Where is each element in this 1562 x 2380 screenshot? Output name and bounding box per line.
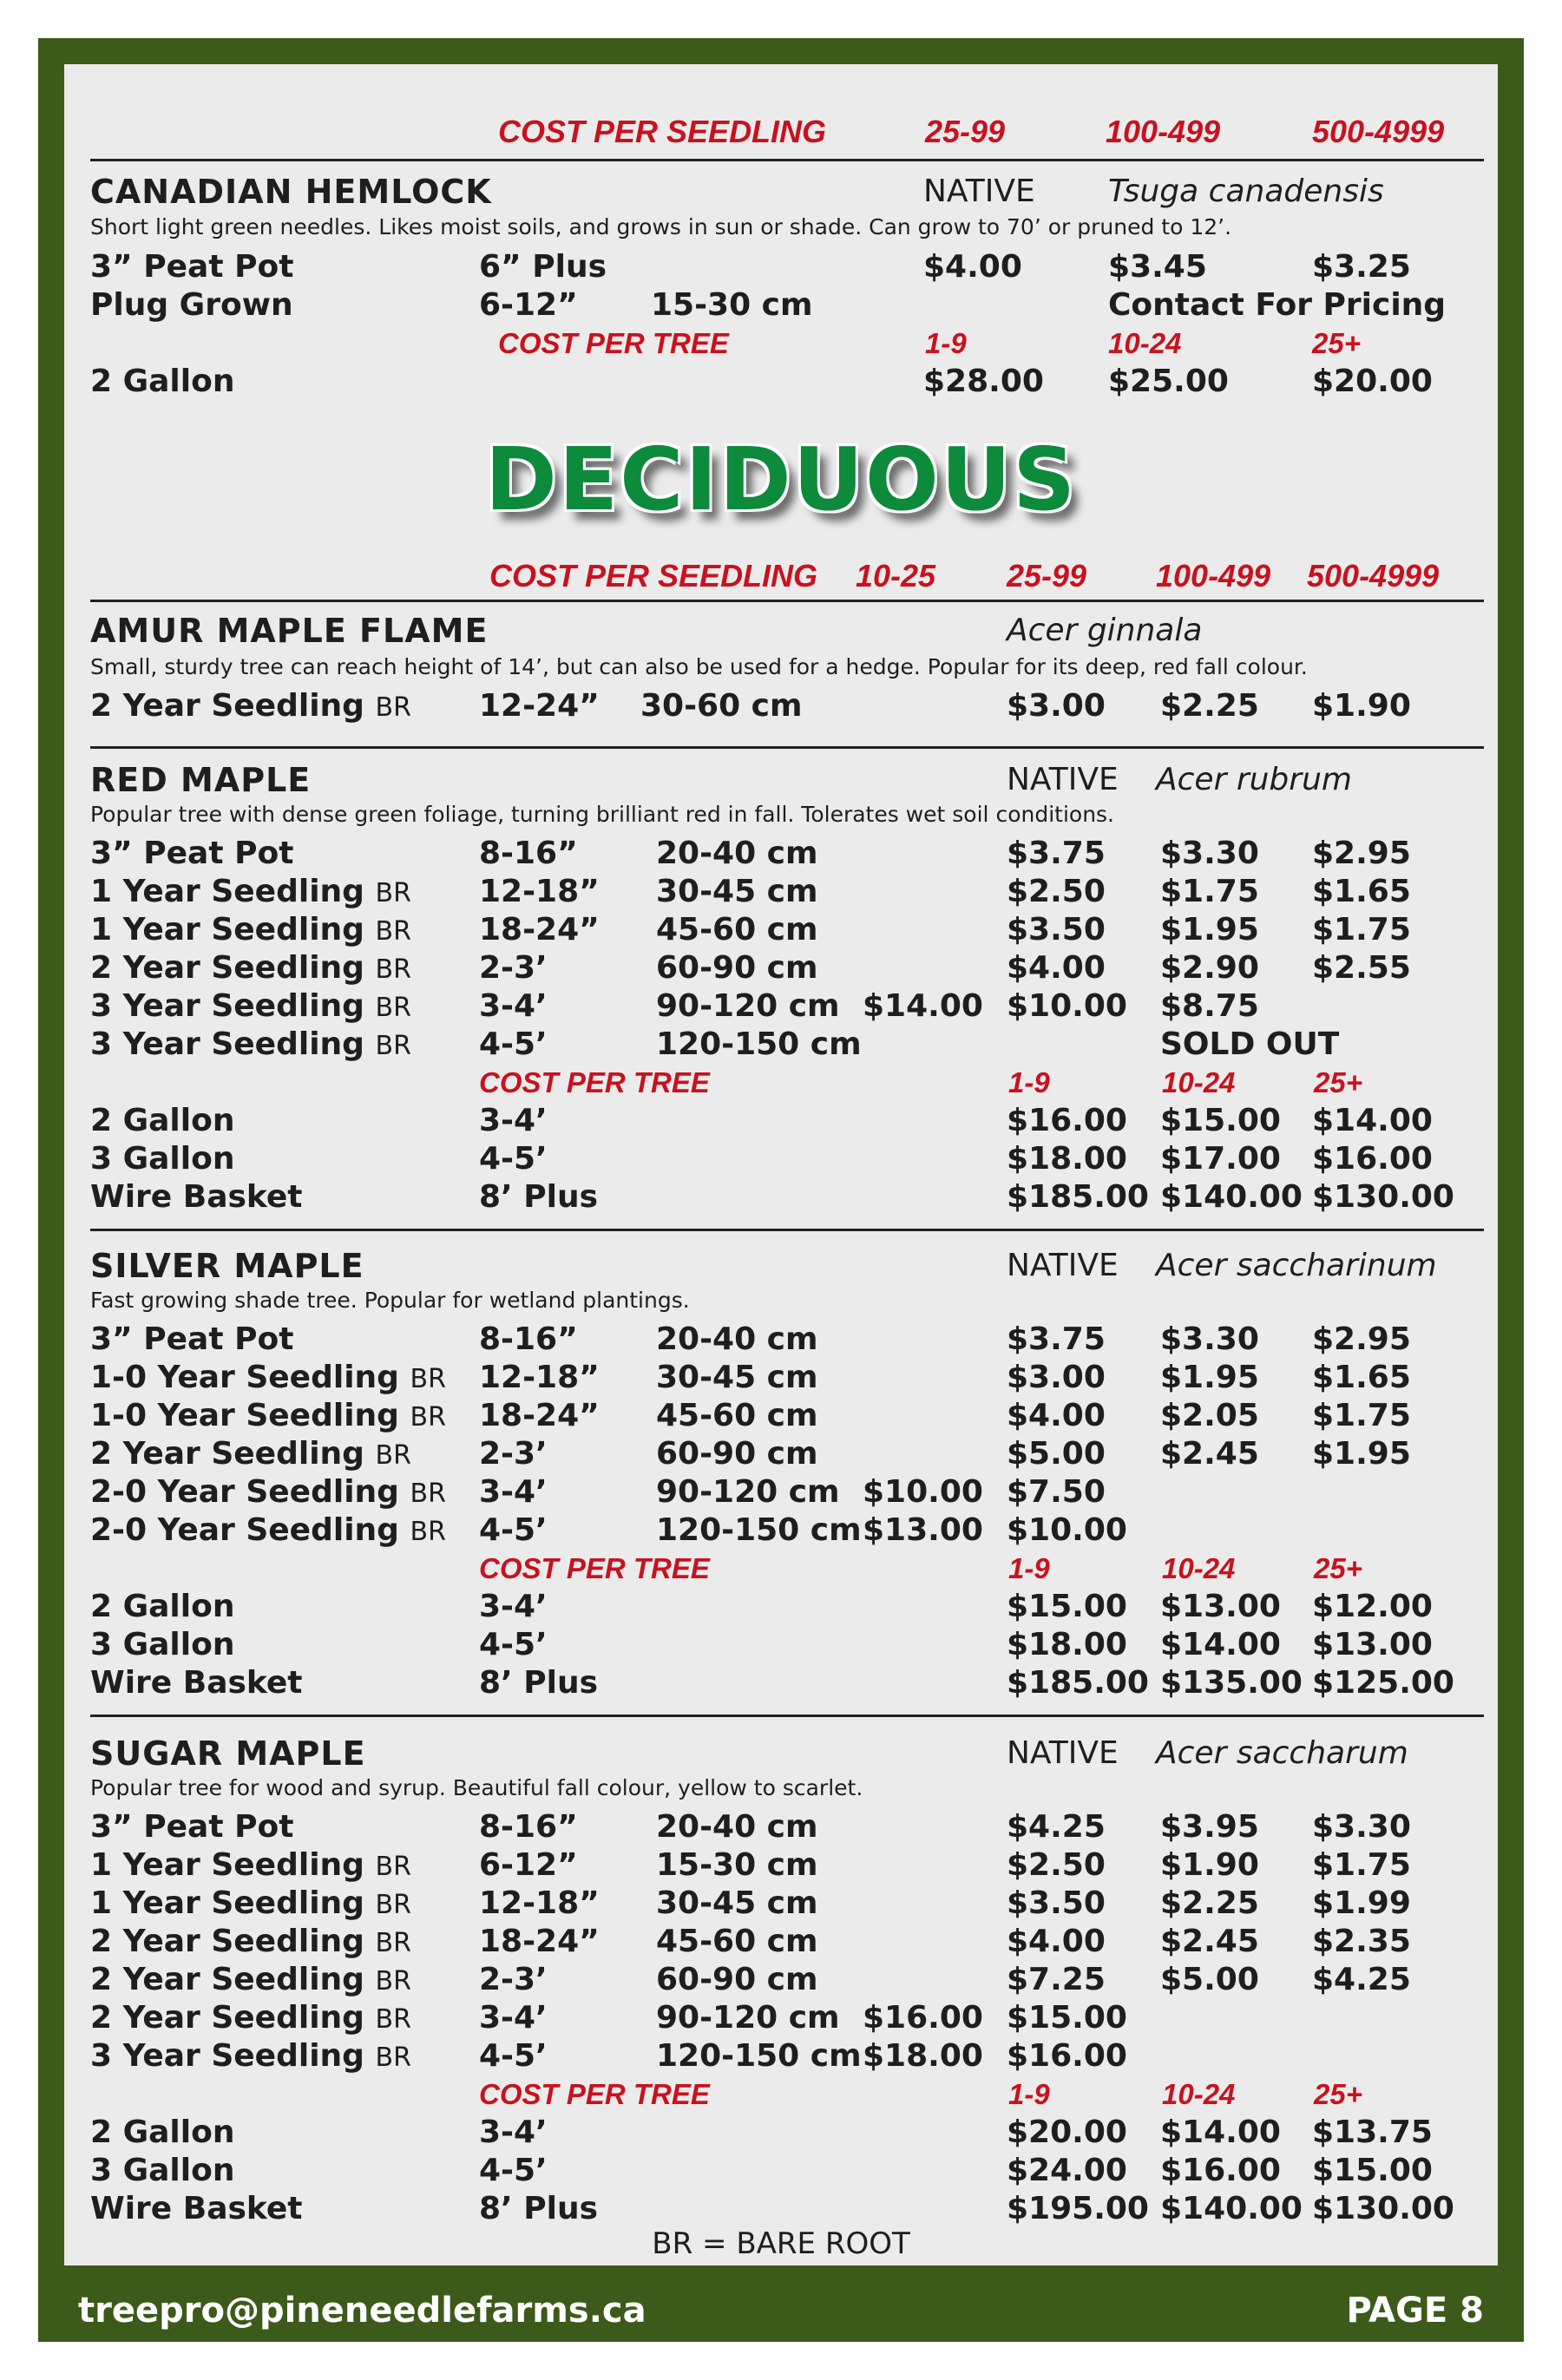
price-cell: $20.00 <box>1312 364 1433 399</box>
item-metric: 60-90 cm <box>656 1436 818 1472</box>
item-name <box>90 1885 411 1924</box>
price-row <box>64 1026 1498 1064</box>
price-cell: $15.00 <box>1160 1103 1281 1138</box>
item-metric: 15-30 cm <box>651 287 813 323</box>
price-cell: $13.75 <box>1312 2114 1433 2150</box>
latin-name: Tsuga canadensis <box>1108 174 1384 209</box>
bare-root-tag: BR <box>375 2042 411 2073</box>
price-cell: $5.00 <box>1160 1962 1259 1997</box>
price-cell: $17.00 <box>1160 1141 1281 1177</box>
price-cell: $7.50 <box>1007 1474 1106 1510</box>
item-name: 3” Peat Pot <box>90 249 294 285</box>
item-metric: 45-60 cm <box>656 912 818 947</box>
item-name <box>90 835 293 875</box>
native-label: NATIVE <box>1007 1735 1119 1771</box>
item-size: 3-4’ <box>479 1474 548 1510</box>
item-size: 2-3’ <box>479 950 548 986</box>
species-description: Fast growing shade tree. Popular for wetland plantings. <box>90 1288 690 1313</box>
price-cell: $13.00 <box>1312 1627 1433 1662</box>
price-cell: $2.45 <box>1160 1436 1259 1472</box>
price-cell: $13.00 <box>1160 1589 1281 1624</box>
item-name <box>90 1397 446 1437</box>
price-cell: $2.95 <box>1312 836 1411 871</box>
price-cell: $3.30 <box>1160 1321 1259 1357</box>
qty-range-header: 25-99 <box>1007 558 1087 593</box>
item-name: Wire Basket <box>90 2191 303 2226</box>
item-label: 1 Year Seedling <box>90 1847 364 1883</box>
item-metric: 45-60 cm <box>656 1398 818 1433</box>
price-row <box>64 949 1498 987</box>
item-label: 2 Year Seedling <box>90 1924 364 1959</box>
price-cell: $10.00 <box>1007 1512 1127 1548</box>
price-cell: SOLD OUT <box>1160 1026 1340 1062</box>
species-description: Popular tree for wood and syrup. Beautiful fall colour, yellow to scarlet. <box>90 1775 863 1800</box>
item-size: 18-24” <box>479 912 600 947</box>
price-cell: $1.95 <box>1312 1436 1411 1472</box>
item-name: 2 Gallon <box>90 364 235 399</box>
item-label: 1 Year Seedling <box>90 874 364 909</box>
price-row <box>64 248 1498 286</box>
item-label: 3” Peat Pot <box>90 1321 294 1357</box>
qty-range-header: 10-24 <box>1162 1066 1236 1098</box>
section-divider <box>90 1229 1484 1231</box>
price-row <box>64 987 1498 1026</box>
price-cell: $7.25 <box>1007 1962 1106 1997</box>
item-metric: 60-90 cm <box>656 950 818 986</box>
price-row <box>64 911 1498 949</box>
item-size: 12-18” <box>479 1360 600 1395</box>
item-size: 6-12” <box>479 1847 578 1883</box>
price-cell: $140.00 <box>1160 2191 1303 2226</box>
item-name: 2 Gallon <box>90 1103 235 1138</box>
price-cell: $20.00 <box>1007 2114 1127 2150</box>
price-cell: $10.00 <box>1007 988 1127 1024</box>
price-cell: $24.00 <box>1007 2153 1127 2188</box>
qty-range-header: 100-499 <box>1106 114 1221 149</box>
qty-range-header: 10-24 <box>1162 1552 1236 1584</box>
item-name: 3 Gallon <box>90 1627 235 1662</box>
item-metric: 90-120 cm <box>656 1474 840 1510</box>
species-description: Short light green needles. Likes moist soils, and grows in sun or shade. Can grow to 70’ or pruned to 12’. <box>90 214 1232 239</box>
item-name <box>90 987 411 1027</box>
price-cell: $3.00 <box>1007 1360 1106 1395</box>
price-cell: $2.55 <box>1312 950 1411 986</box>
qty-range-header: 500-4999 <box>1312 114 1445 149</box>
qty-range-header: 1-9 <box>1008 1066 1050 1098</box>
item-metric: 20-40 cm <box>656 836 818 871</box>
item-metric: 30-45 cm <box>656 874 818 909</box>
price-row <box>64 1359 1498 1397</box>
price-row <box>64 1626 1498 1664</box>
item-size: 4-5’ <box>479 2038 548 2074</box>
price-row <box>64 1102 1498 1140</box>
price-cell: $4.00 <box>923 249 1022 285</box>
bare-root-tag: BR <box>410 1402 446 1433</box>
item-label: 1-0 Year Seedling <box>90 1398 399 1433</box>
item-size: 8’ Plus <box>479 2191 599 2226</box>
item-size: 3-4’ <box>479 2000 548 2036</box>
qty-range-header: 1-9 <box>1008 1552 1050 1584</box>
species-description: Small, sturdy tree can reach height of 14’, but can also be used for a hedge. Popular for its deep, red fall colour. <box>90 654 1308 679</box>
item-name <box>90 1473 446 1513</box>
price-row <box>64 1923 1498 1961</box>
price-cell: $3.30 <box>1160 836 1259 871</box>
price-cell: $2.35 <box>1312 1924 1411 1959</box>
species-description: Popular tree with dense green foliage, turning brilliant red in fall. Tolerates wet soil conditions. <box>90 802 1115 827</box>
section-divider <box>90 746 1484 749</box>
price-cell: $3.75 <box>1007 836 1106 871</box>
item-size: 3-4’ <box>479 1103 548 1138</box>
item-size: 8-16” <box>479 1321 578 1357</box>
qty-range-header: 25+ <box>1314 1552 1362 1584</box>
price-row <box>64 1321 1498 1359</box>
price-cell: $2.90 <box>1160 950 1259 986</box>
item-size: 12-18” <box>479 1885 600 1921</box>
item-metric: 30-45 cm <box>656 1360 818 1395</box>
price-row <box>64 1397 1498 1435</box>
price-cell: $135.00 <box>1160 1665 1303 1701</box>
item-name: 2 Year Seedling BR <box>90 688 411 724</box>
item-size: 12-24” <box>479 688 600 724</box>
price-cell: $16.00 <box>863 2000 983 2036</box>
qty-range-header: 25+ <box>1314 1066 1362 1098</box>
bare-root-tag: BR <box>375 1440 411 1471</box>
price-cell: $1.75 <box>1160 874 1259 909</box>
price-row <box>64 1473 1498 1511</box>
price-row <box>64 2190 1498 2228</box>
cost-per-seedling-header: COST PER SEEDLING <box>498 114 827 149</box>
latin-name: Acer rubrum <box>1156 762 1352 797</box>
price-cell: $18.00 <box>1007 1627 1127 1662</box>
price-row <box>64 363 1498 401</box>
price-cell: $1.95 <box>1160 1360 1259 1395</box>
item-metric: 45-60 cm <box>656 1924 818 1959</box>
item-size: 4-5’ <box>479 1026 548 1062</box>
item-size: 4-5’ <box>479 2153 548 2188</box>
item-metric: 120-150 cm <box>656 1512 862 1548</box>
item-size: 18-24” <box>479 1398 600 1433</box>
item-size: 3-4’ <box>479 988 548 1024</box>
price-cell: $2.50 <box>1007 874 1106 909</box>
price-cell: $2.25 <box>1160 1885 1259 1921</box>
price-cell: $8.75 <box>1160 988 1259 1024</box>
item-label: 3 Year Seedling <box>90 1026 364 1062</box>
price-cell: $16.00 <box>1007 2038 1127 2074</box>
section-title: DECIDUOUS <box>484 429 1078 530</box>
price-cell: $4.00 <box>1007 950 1106 986</box>
price-cell: $13.00 <box>863 1512 983 1548</box>
item-name <box>90 1435 411 1475</box>
bare-root-tag: BR <box>410 1478 446 1509</box>
price-cell: $1.90 <box>1160 1847 1259 1883</box>
price-row <box>64 1588 1498 1626</box>
price-cell: $16.00 <box>1007 1103 1127 1138</box>
item-label: 2 Year Seedling <box>90 2000 364 2036</box>
price-cell: $185.00 <box>1007 1179 1149 1215</box>
price-cell: $1.75 <box>1312 1847 1411 1883</box>
item-size: 6-12” <box>479 287 578 323</box>
item-size: 6” Plus <box>479 249 607 285</box>
price-cell: $185.00 <box>1007 1665 1149 1701</box>
price-cell: $14.00 <box>1160 2114 1281 2150</box>
item-name <box>90 2037 411 2077</box>
item-label: 2-0 Year Seedling <box>90 1474 399 1510</box>
item-label: 1-0 Year Seedling <box>90 1360 399 1395</box>
price-cell: $4.00 <box>1007 1398 1106 1433</box>
item-size: 2-3’ <box>479 1962 548 1997</box>
cost-per-tree-header: COST PER TREE <box>498 327 729 359</box>
item-size: 12-18” <box>479 874 600 909</box>
item-metric: 20-40 cm <box>656 1809 818 1845</box>
species-title: AMUR MAPLE FLAME <box>90 612 489 650</box>
price-cell: $16.00 <box>1160 2153 1281 2188</box>
price-cell: $4.25 <box>1312 1962 1411 1997</box>
item-metric: 30-45 cm <box>656 1885 818 1921</box>
price-row <box>64 1511 1498 1550</box>
price-cell: $14.00 <box>1312 1103 1433 1138</box>
price-cell: $2.25 <box>1160 688 1259 724</box>
item-size: 8-16” <box>479 1809 578 1845</box>
cost-per-tree-header: COST PER TREE <box>479 2078 710 2110</box>
price-cell: $15.00 <box>1007 1589 1127 1624</box>
qty-range-header: 1-9 <box>925 327 967 359</box>
native-label: NATIVE <box>1007 762 1119 797</box>
item-name <box>90 911 411 951</box>
item-size: 4-5’ <box>479 1512 548 1548</box>
price-cell: $3.95 <box>1160 1809 1259 1845</box>
price-cell: $14.00 <box>863 988 983 1024</box>
price-cell: $1.99 <box>1312 1885 1411 1921</box>
price-row <box>64 1435 1498 1473</box>
price-cell: $3.25 <box>1312 249 1411 285</box>
price-row <box>64 2152 1498 2190</box>
qty-range-header: 10-25 <box>856 558 936 593</box>
item-name <box>90 1359 446 1399</box>
price-row <box>64 1961 1498 1999</box>
item-label: 3” Peat Pot <box>90 836 294 871</box>
price-row <box>64 286 1498 325</box>
item-size: 8’ Plus <box>479 1179 599 1215</box>
latin-name: Acer ginnala <box>1007 613 1203 648</box>
price-cell: $1.65 <box>1312 874 1411 909</box>
price-cell: $15.00 <box>1007 2000 1127 2036</box>
price-cell: $5.00 <box>1007 1436 1106 1472</box>
price-cell: $125.00 <box>1312 1665 1454 1701</box>
price-cell: $4.25 <box>1007 1809 1106 1845</box>
item-name <box>90 1026 411 1065</box>
price-cell: $28.00 <box>923 364 1044 399</box>
item-name <box>90 949 411 989</box>
item-label: 2 Year Seedling <box>90 950 364 986</box>
bare-root-tag: BR <box>375 1928 411 1958</box>
price-row <box>64 687 1498 725</box>
bare-root-tag: BR <box>410 1517 446 1547</box>
item-metric: 90-120 cm <box>656 2000 840 2036</box>
item-name: Wire Basket <box>90 1665 303 1701</box>
bare-root-tag: BR <box>375 993 411 1023</box>
price-cell: $3.30 <box>1312 1809 1411 1845</box>
bare-root-tag: BR <box>410 1364 446 1394</box>
qty-range-header: 100-499 <box>1156 558 1271 593</box>
item-name: 3 Gallon <box>90 1141 235 1177</box>
item-name <box>90 873 411 913</box>
price-cell: $3.75 <box>1007 1321 1106 1357</box>
item-size: 2-3’ <box>479 1436 548 1472</box>
qty-range-header: 500-4999 <box>1307 558 1440 593</box>
price-cell: $140.00 <box>1160 1179 1303 1215</box>
item-size: 4-5’ <box>479 1141 548 1177</box>
item-label: 2-0 Year Seedling <box>90 1512 399 1548</box>
item-name: Wire Basket <box>90 1179 303 1215</box>
price-cell: $2.50 <box>1007 1847 1106 1883</box>
bare-root-tag: BR <box>375 1031 411 1061</box>
price-row <box>64 1885 1498 1923</box>
qty-range-header: 25+ <box>1314 2078 1362 2110</box>
page-number: PAGE 8 <box>1346 2291 1484 2331</box>
item-label: 2 Year Seedling <box>90 1962 364 1997</box>
price-cell: $3.45 <box>1108 249 1207 285</box>
item-name <box>90 1808 293 1848</box>
bare-root-tag: BR <box>375 1966 411 1996</box>
contact-email[interactable]: treepro@pineneedlefarms.ca <box>78 2291 646 2331</box>
price-cell: $2.05 <box>1160 1398 1259 1433</box>
price-cell: $3.00 <box>1007 688 1106 724</box>
section-divider <box>90 1715 1484 1717</box>
price-cell: $1.95 <box>1160 912 1259 947</box>
item-size: 3-4’ <box>479 1589 548 1624</box>
bare-root-tag: BR <box>375 1890 411 1920</box>
price-cell: $1.75 <box>1312 912 1411 947</box>
price-row <box>64 1178 1498 1216</box>
price-row <box>64 2037 1498 2075</box>
item-metric: 30-60 cm <box>640 688 803 724</box>
price-cell: $3.50 <box>1007 912 1106 947</box>
price-row <box>64 835 1498 873</box>
bare-root-tag: BR <box>375 916 411 947</box>
item-metric: 15-30 cm <box>656 1847 818 1883</box>
price-row <box>64 1999 1498 2037</box>
cost-per-seedling-header: COST PER SEEDLING <box>489 558 818 593</box>
item-label: 1 Year Seedling <box>90 1885 364 1921</box>
item-size: 4-5’ <box>479 1627 548 1662</box>
item-name: 2 Gallon <box>90 1589 235 1624</box>
item-label: 2 Year Seedling <box>90 1436 364 1472</box>
price-cell: $18.00 <box>863 2038 983 2074</box>
species-title: RED MAPLE <box>90 761 312 799</box>
price-row <box>64 1808 1498 1846</box>
price-cell: $1.90 <box>1312 688 1411 724</box>
latin-name: Acer saccharinum <box>1156 1248 1437 1283</box>
item-size: 8-16” <box>479 836 578 871</box>
price-cell: $195.00 <box>1007 2191 1149 2226</box>
bare-root-tag: BR <box>375 954 411 985</box>
item-metric: 120-150 cm <box>656 2038 862 2074</box>
bare-root-footnote: BR = BARE ROOT <box>652 2226 910 2261</box>
item-metric: 120-150 cm <box>656 1026 862 1062</box>
qty-range-header: 10-24 <box>1108 327 1182 359</box>
price-cell: $2.95 <box>1312 1321 1411 1357</box>
native-label: NATIVE <box>1007 1248 1119 1283</box>
item-size: 8’ Plus <box>479 1665 599 1701</box>
item-label: 1 Year Seedling <box>90 912 364 947</box>
price-row <box>64 1846 1498 1885</box>
section-divider <box>90 159 1484 161</box>
price-row <box>64 1664 1498 1702</box>
cost-per-tree-header: COST PER TREE <box>479 1066 710 1098</box>
qty-range-header: 25+ <box>1312 327 1361 359</box>
price-cell: $14.00 <box>1160 1627 1281 1662</box>
item-name: 3 Gallon <box>90 2153 235 2188</box>
contact-pricing: Contact For Pricing <box>1108 287 1447 323</box>
price-list-panel <box>64 64 1498 2265</box>
species-title: SILVER MAPLE <box>90 1247 364 1285</box>
price-cell: $16.00 <box>1312 1141 1433 1177</box>
price-cell: $1.65 <box>1312 1360 1411 1395</box>
item-name: 2 Gallon <box>90 2114 235 2150</box>
price-cell: $25.00 <box>1108 364 1229 399</box>
price-cell: $12.00 <box>1312 1589 1433 1624</box>
price-cell: $3.50 <box>1007 1885 1106 1921</box>
price-cell: $1.75 <box>1312 1398 1411 1433</box>
section-divider <box>90 600 1484 602</box>
species-title: SUGAR MAPLE <box>90 1734 366 1773</box>
item-label: 3 Year Seedling <box>90 988 364 1024</box>
price-cell: $15.00 <box>1312 2153 1433 2188</box>
item-name <box>90 1999 411 2039</box>
qty-range-header: 25-99 <box>925 114 1006 149</box>
item-size: 18-24” <box>479 1924 600 1959</box>
item-name: Plug Grown <box>90 287 293 323</box>
bare-root-tag: BR <box>375 1852 411 1882</box>
native-label: NATIVE <box>923 174 1035 209</box>
item-label: 3 Year Seedling <box>90 2038 364 2074</box>
bare-root-tag: BR <box>375 878 411 908</box>
item-metric: 60-90 cm <box>656 1962 818 1997</box>
price-row <box>64 2114 1498 2152</box>
item-metric: 20-40 cm <box>656 1321 818 1357</box>
cost-per-tree-header: COST PER TREE <box>479 1552 710 1584</box>
qty-range-header: 10-24 <box>1162 2078 1236 2110</box>
item-name <box>90 1321 293 1360</box>
item-metric: 90-120 cm <box>656 988 840 1024</box>
item-name <box>90 1923 411 1963</box>
price-cell: $10.00 <box>863 1474 983 1510</box>
price-cell: $2.45 <box>1160 1924 1259 1959</box>
price-cell: $130.00 <box>1312 1179 1454 1215</box>
price-row <box>64 873 1498 911</box>
item-label: 3” Peat Pot <box>90 1809 294 1845</box>
price-row <box>64 1140 1498 1178</box>
latin-name: Acer saccharum <box>1156 1735 1408 1771</box>
item-name <box>90 1961 411 2001</box>
bare-root-tag: BR <box>375 2004 411 2035</box>
item-name <box>90 1846 411 1886</box>
species-title: CANADIAN HEMLOCK <box>90 173 492 211</box>
price-cell: $130.00 <box>1312 2191 1454 2226</box>
item-size: 3-4’ <box>479 2114 548 2150</box>
qty-range-header: 1-9 <box>1008 2078 1050 2110</box>
price-cell: $18.00 <box>1007 1141 1127 1177</box>
price-cell: $4.00 <box>1007 1924 1106 1959</box>
item-name <box>90 1511 446 1551</box>
